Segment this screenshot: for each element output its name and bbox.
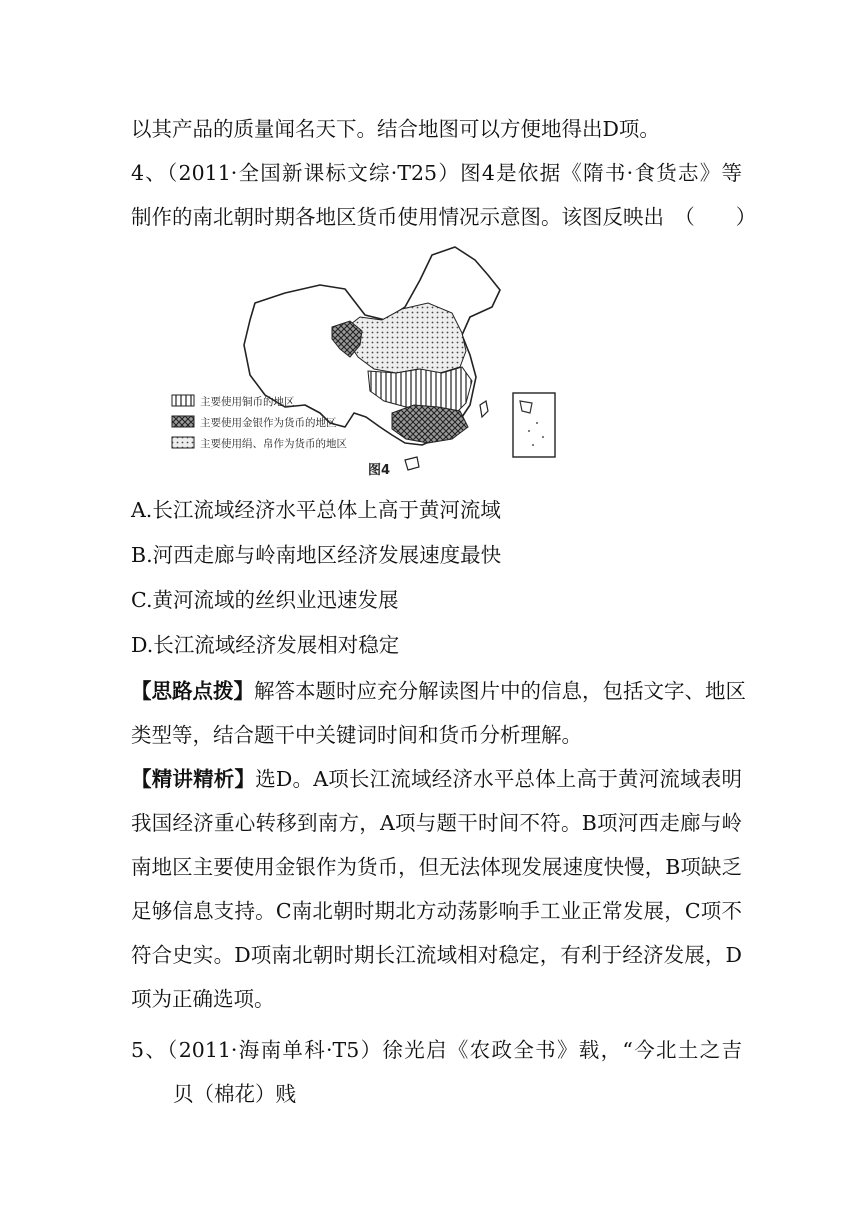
explain-line-1 <box>131 765 742 793</box>
hainan-island <box>405 457 419 470</box>
hint-line-1 <box>131 677 746 705</box>
hint-line-2: 类型等，结合题干中关键词时间和货币分析理解。 <box>131 723 582 747</box>
explain-line-5: 符合史实。D项南北朝时期长江流域相对稳定，有利于经济发展，D <box>131 943 742 967</box>
explain-line-6: 项为正确选项。 <box>131 987 275 1011</box>
legend-silk-label: 主要使用绢、帛作为货币的地区 <box>200 438 347 450</box>
hint-label: 【思路点拨】 <box>131 679 254 703</box>
legend-gold-silver-label: 主要使用金银作为货币的地区 <box>200 417 337 429</box>
question-4-stem-line-1: 4、（2011·全国新课标文综·T25）图4是依据《隋书·食货志》等 <box>131 161 742 185</box>
hint-text-1: 解答本题时应充分解读图片中的信息，包括文字、地区 <box>254 679 746 703</box>
south-china-sea-inset <box>513 393 555 457</box>
question-5-line-2: 贝（棉花）贱 <box>173 1082 296 1106</box>
explain-label: 【精讲精析】 <box>131 767 256 791</box>
legend-copper-label: 主要使用铜币的地区 <box>200 396 295 408</box>
explain-line-2: 我国经济重心转移到南方，A项与题干时间不符。B项河西走廊与岭 <box>131 811 742 835</box>
option-d: D.长江流域经济发展相对稳定 <box>131 633 400 657</box>
figure-caption: 图4 <box>368 463 391 478</box>
china-map <box>170 245 570 480</box>
taiwan-island <box>480 401 488 417</box>
explain-text-1: 选D。A项长江流域经济水平总体上高于黄河流域表明 <box>255 767 743 791</box>
option-b: B.河西走廊与岭南地区经济发展速度最快 <box>131 543 502 567</box>
explain-line-3: 南地区主要使用金银作为货币，但无法体现发展速度快慢，B项缺乏 <box>131 855 742 879</box>
currency-map-figure <box>170 245 570 480</box>
region-gold-silver-south <box>392 405 468 443</box>
question-4-stem-line-2: 制作的南北朝时期各地区货币使用情况示意图。该图反映出 （ ） <box>131 205 757 229</box>
text-line: 以其产品的质量闻名天下。结合地图可以方便地得出D项。 <box>131 117 660 141</box>
option-a: A.长江流域经济水平总体上高于黄河流域 <box>131 498 501 522</box>
question-5-line-1: 5、（2011·海南单科·T5）徐光启《农政全书》载，“今北土之吉 <box>131 1038 742 1062</box>
option-c: C.黄河流域的丝织业迅速发展 <box>131 588 399 612</box>
explain-line-4: 足够信息支持。C南北朝时期北方动荡影响手工业正常发展，C项不 <box>131 899 742 923</box>
